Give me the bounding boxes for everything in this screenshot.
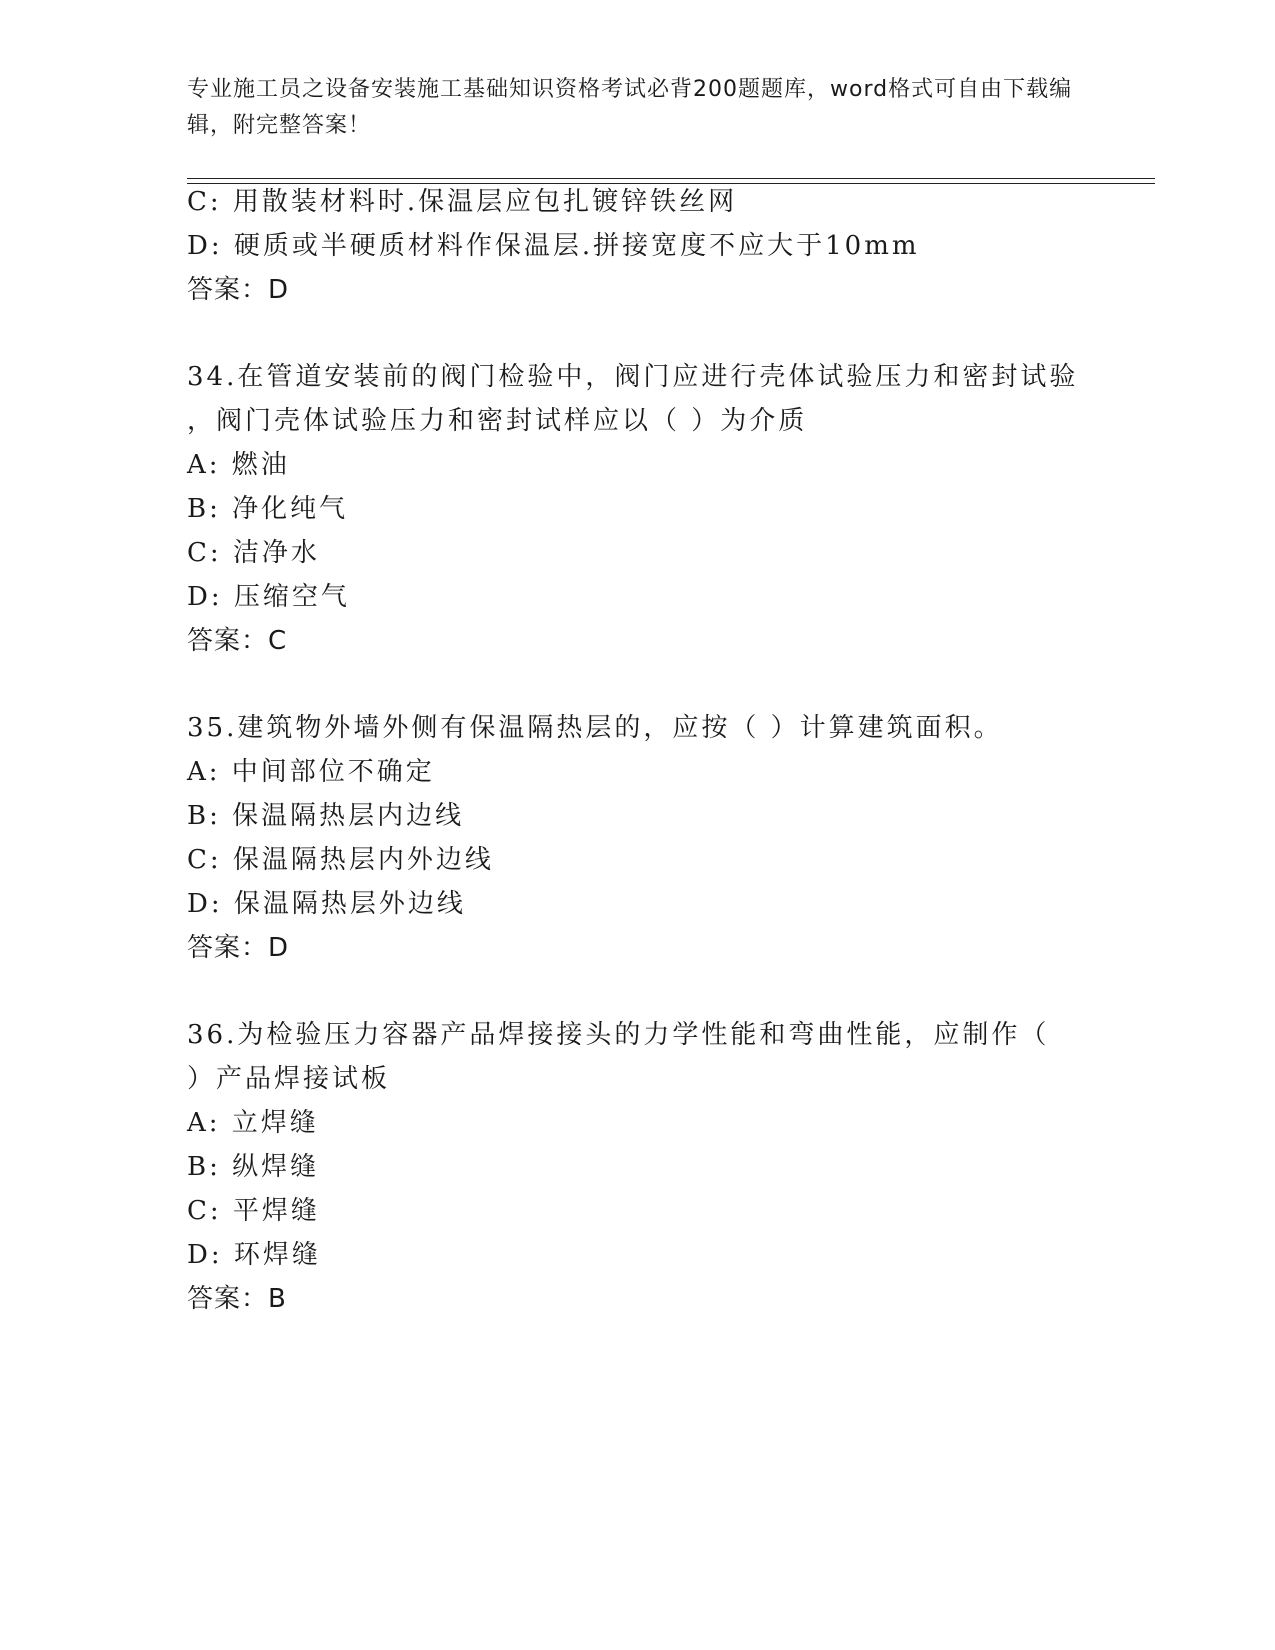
- prev-option-c: C: 用散装材料时.保温层应包扎镀锌铁丝网: [187, 187, 738, 217]
- q36-option-a: A: 立焊缝: [187, 1108, 319, 1138]
- header-divider-bottom: [187, 183, 1155, 184]
- q34-option-d: D: 压缩空气: [187, 582, 350, 612]
- prev-option-d: D: 硬质或半硬质材料作保温层.拼接宽度不应大于10mm: [187, 231, 920, 261]
- q36-option-d: D: 环焊缝: [187, 1240, 321, 1270]
- q36-stem-line1: 36.为检验压力容器产品焊接接头的力学性能和弯曲性能，应制作（: [187, 1020, 1050, 1050]
- document-header: 专业施工员之设备安装施工基础知识资格考试必背200题题库，word格式可自由下载编辑，附完整答案！: [187, 77, 1073, 138]
- q36-option-c: C: 平焊缝: [187, 1196, 320, 1226]
- q34-answer: 答案：C: [187, 626, 288, 656]
- q35-option-d: D: 保温隔热层外边线: [187, 889, 466, 919]
- q34-stem-line2: ，阀门壳体试验压力和密封试样应以（ ）为介质: [187, 406, 808, 436]
- q36-stem-line2: ）产品焊接试板: [187, 1064, 391, 1094]
- q34-option-c: C: 洁净水: [187, 538, 320, 568]
- q35-option-c: C: 保温隔热层内外边线: [187, 845, 494, 875]
- q34-stem-line1: 34.在管道安装前的阀门检验中，阀门应进行壳体试验压力和密封试验: [187, 362, 1079, 392]
- q34-option-a: A: 燃油: [187, 450, 290, 480]
- q34-option-b: B: 净化纯气: [187, 494, 349, 524]
- q36-answer: 答案：B: [187, 1284, 287, 1314]
- q35-stem-line1: 35.建筑物外墙外侧有保温隔热层的，应按（ ）计算建筑面积。: [187, 713, 1003, 743]
- q35-option-b: B: 保温隔热层内边线: [187, 801, 465, 831]
- q35-answer: 答案：D: [187, 933, 290, 963]
- q35-option-a: A: 中间部位不确定: [187, 757, 435, 787]
- prev-answer: 答案：D: [187, 275, 290, 305]
- q36-option-b: B: 纵焊缝: [187, 1152, 320, 1182]
- header-divider-top: [187, 178, 1155, 179]
